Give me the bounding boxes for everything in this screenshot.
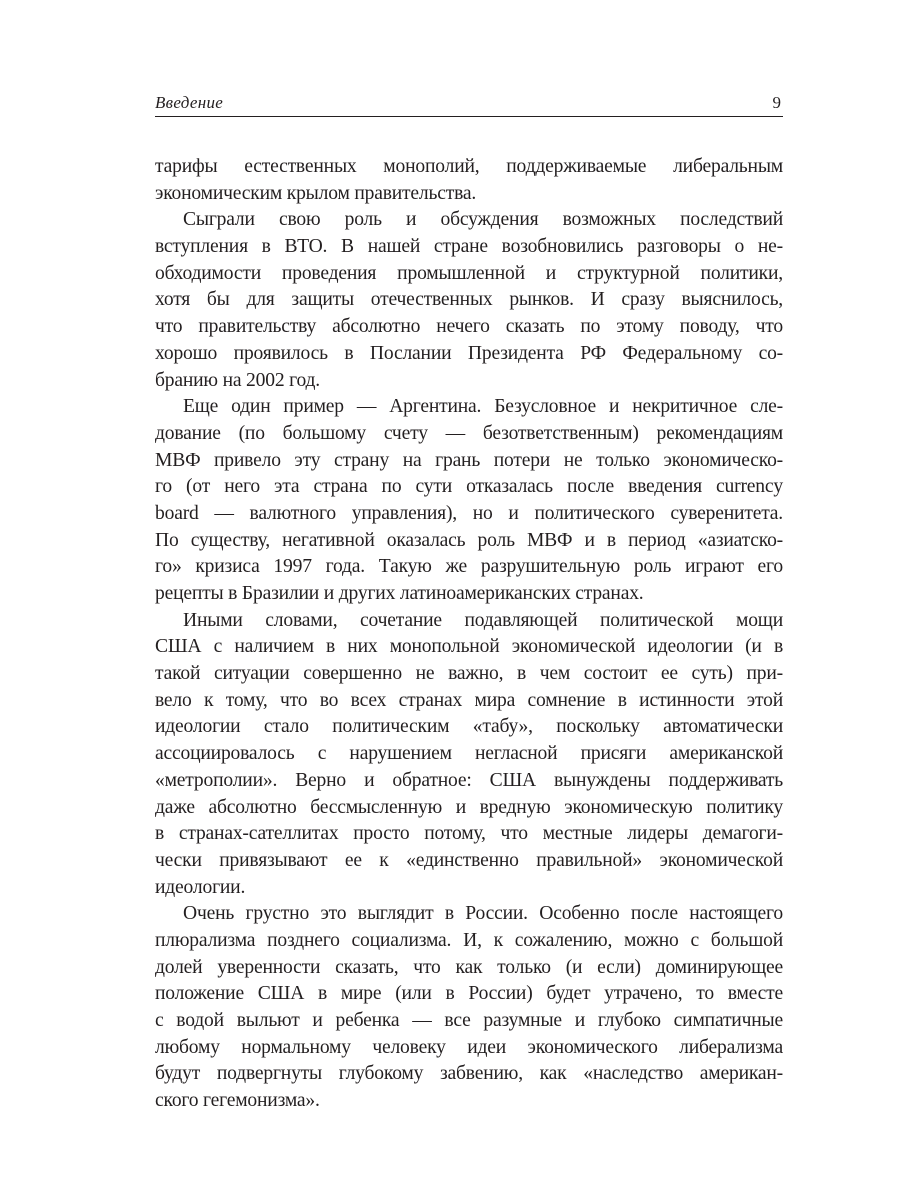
- text-line: рецепты в Бразилии и других латиноамериканских странах.: [155, 583, 644, 604]
- text-line: Очень грустно это выглядит в России. Особенно после настоящего: [183, 903, 783, 925]
- text-line: ассоциировалось с нарушением негласной присяги американской: [155, 743, 783, 765]
- text-line: дование (по большому счету — безответственным) рекомендациям: [155, 422, 783, 444]
- text-line: «метрополии». Верно и обратное: США вынуждены поддерживать: [155, 769, 783, 791]
- text-line: плюрализма позднего социализма. И, к сожалению, можно с большой: [155, 929, 783, 951]
- text-line: в странах-сателлитах просто потому, что местные лидеры демагоги-: [155, 823, 783, 845]
- text-line: вело к тому, что во всех странах мира сомнение в истинности этой: [155, 689, 783, 711]
- page-number: 9: [772, 93, 781, 112]
- paragraph-2: [155, 207, 783, 394]
- text-line: Еще один пример — Аргентина. Безусловное и некритичное сле-: [183, 396, 783, 418]
- text-line: board — валютного управления), но и политического суверенитета.: [155, 502, 783, 524]
- text-line: даже абсолютно бессмысленную и вредную экономическую политику: [155, 796, 783, 818]
- text-line: долей уверенности сказать, что как только (и если) доминирующее: [155, 956, 783, 978]
- text-line: вступления в ВТО. В нашей стране возобновились разговоры о не-: [155, 236, 783, 258]
- body-text: [155, 154, 783, 1115]
- paragraph-5: [155, 901, 783, 1115]
- text-line: будут подвергнуты глубокому забвению, как «наследство американ-: [155, 1063, 783, 1085]
- text-line: идеологии стало политическим «табу», поскольку автоматически: [155, 716, 783, 738]
- text-line: обходимости проведения промышленной и структурной политики,: [155, 262, 783, 284]
- text-line: США с наличием в них монопольной экономической идеологии (и в: [155, 636, 783, 658]
- text-line: положение США в мире (или в России) будет утрачено, то вместе: [155, 983, 783, 1005]
- text-line: чески привязывают ее к «единственно правильной» экономической: [155, 849, 783, 871]
- text-line: идеологии.: [155, 876, 246, 898]
- text-line: тарифы естественных монополий, поддерживаемые либеральным: [155, 156, 783, 177]
- text-line: такой ситуации совершенно не важно, в чем состоит ее суть) при-: [155, 663, 783, 685]
- text-line: любому нормальному человеку идеи экономического либерализма: [155, 1036, 783, 1058]
- text-line: что правительству абсолютно нечего сказать по этому поводу, что: [155, 316, 783, 338]
- text-line: хотя бы для защиты отечественных рынков. И сразу выяснилось,: [155, 289, 783, 311]
- text-line: По существу, негативной оказалась роль МВФ и в период «азиатско-: [155, 529, 783, 551]
- running-title: Введение: [155, 93, 224, 112]
- paragraph-1: [155, 154, 783, 207]
- running-header: [155, 92, 783, 117]
- text-line: ского гегемонизма».: [155, 1090, 320, 1112]
- text-line: бранию на 2002 год.: [155, 369, 320, 391]
- text-line: Сыграли свою роль и обсуждения возможных последствий: [183, 209, 783, 231]
- paragraph-3: [155, 394, 783, 608]
- text-line: го» кризиса 1997 года. Такую же разрушительную роль играют его: [155, 556, 783, 578]
- text-line: экономическим крылом правительства.: [155, 182, 477, 204]
- text-line: МВФ привело эту страну на грань потери не только экономическо-: [155, 449, 783, 471]
- text-line: го (от него эта страна по сути отказалась после введения currency: [155, 476, 783, 498]
- text-line: хорошо проявилось в Послании Президента РФ Федеральному со-: [155, 342, 783, 364]
- paragraph-4: [155, 608, 783, 902]
- text-line: с водой выльют и ребенка — все разумные и глубоко симпатичные: [155, 1010, 783, 1031]
- text-line: Иными словами, сочетание подавляющей политической мощи: [183, 609, 783, 631]
